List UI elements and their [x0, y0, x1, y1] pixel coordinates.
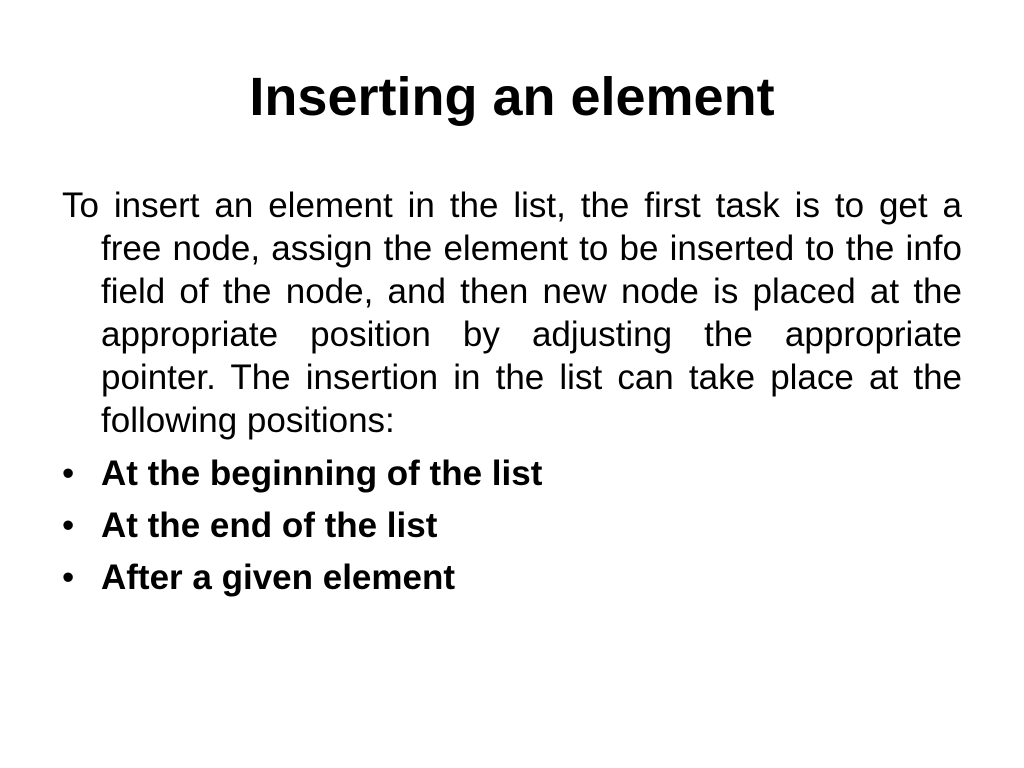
- bullet-list: [62, 452, 962, 599]
- body-paragraph: To insert an element in the list, the first task is to get a free node, assign the element to be inserted to the info field of the node, and then new node is placed at the appropriate position by adjusting the appropriate pointer. The insertion in the list can take place at the following positions:: [62, 186, 962, 440]
- bullet-item: [62, 556, 962, 599]
- bullet-icon: •: [62, 558, 75, 597]
- slide-body: [62, 184, 962, 608]
- bullet-text: At the end of the list: [101, 506, 438, 545]
- bullet-icon: •: [62, 506, 75, 545]
- slide-title: Inserting an element: [249, 67, 775, 127]
- bullet-item: [62, 452, 962, 495]
- bullet-text: After a given element: [101, 558, 455, 597]
- bullet-item: [62, 504, 962, 547]
- bullet-icon: •: [62, 454, 75, 493]
- bullet-text: At the beginning of the list: [101, 454, 543, 493]
